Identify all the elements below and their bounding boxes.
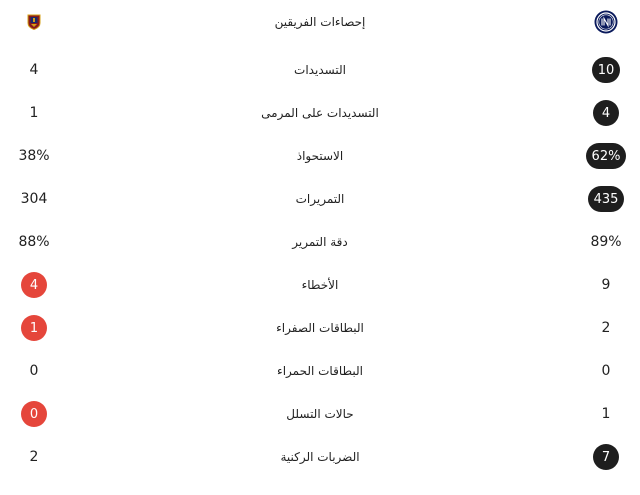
stat-label: دقة التمرير [292, 235, 348, 249]
stat-label: الاستحواذ [296, 149, 344, 163]
stats-title: إحصاءات الفريقين [274, 15, 366, 29]
home-value-cell [572, 181, 640, 217]
away-team-value: 2 [29, 449, 39, 465]
home-value-cell [572, 224, 640, 260]
stat-label-cell [68, 181, 572, 217]
home-team-value: 10 [592, 57, 621, 83]
stat-row [0, 224, 640, 260]
stat-label: حالات التسلل [286, 407, 354, 421]
stat-row [0, 396, 640, 432]
stat-label: التسديدات على المرمى [261, 106, 379, 120]
home-team-logo [572, 4, 640, 40]
away-team-value: 0 [29, 363, 39, 379]
home-value-cell [572, 310, 640, 346]
away-value-cell [0, 310, 68, 346]
away-team-value: 4 [29, 62, 39, 78]
home-value-cell [572, 267, 640, 303]
away-value-cell [0, 138, 68, 174]
stat-label-cell [68, 353, 572, 389]
away-team-value: 304 [20, 191, 48, 207]
away-team-logo [0, 4, 68, 40]
stat-row [0, 353, 640, 389]
stat-label-cell [68, 310, 572, 346]
stat-label-cell [68, 439, 572, 475]
away-team-value: 88% [18, 234, 50, 250]
stat-label: الأخطاء [301, 278, 339, 292]
stat-label-cell [68, 138, 572, 174]
stat-label: البطاقات الحمراء [277, 364, 363, 378]
home-team-value: 62% [586, 143, 627, 169]
home-value-cell [572, 353, 640, 389]
inter-logo-icon [594, 10, 618, 34]
stat-label: الضربات الركنية [280, 450, 360, 464]
stat-row [0, 267, 640, 303]
stats-title-cell [68, 4, 572, 40]
away-value-cell [0, 224, 68, 260]
stat-row [0, 95, 640, 131]
home-team-value: 1 [601, 406, 611, 422]
home-value-cell [572, 52, 640, 88]
home-value-cell [572, 138, 640, 174]
stat-row [0, 439, 640, 475]
home-value-cell [572, 439, 640, 475]
home-team-value: 2 [601, 320, 611, 336]
stats-header-row [0, 4, 640, 40]
stat-row [0, 138, 640, 174]
away-value-cell [0, 52, 68, 88]
home-value-cell [572, 396, 640, 432]
home-team-value: 9 [601, 277, 611, 293]
away-team-value: 38% [18, 148, 50, 164]
home-team-value: 89% [590, 234, 622, 250]
stat-label-cell [68, 396, 572, 432]
stat-label-cell [68, 95, 572, 131]
away-value-cell [0, 353, 68, 389]
stat-label-cell [68, 52, 572, 88]
home-team-value: 435 [588, 186, 625, 212]
away-value-cell [0, 181, 68, 217]
home-team-value: 0 [601, 363, 611, 379]
stat-label: التسديدات [294, 63, 346, 77]
away-value-cell [0, 95, 68, 131]
away-team-value: 4 [21, 272, 47, 298]
stat-row [0, 181, 640, 217]
stat-label-cell [68, 224, 572, 260]
stat-label: التمريرات [295, 192, 345, 206]
away-team-value: 0 [21, 401, 47, 427]
home-team-value: 7 [593, 444, 619, 470]
stat-row [0, 310, 640, 346]
stat-label: البطاقات الصفراء [276, 321, 364, 335]
away-team-value: 1 [29, 105, 39, 121]
away-team-value: 1 [21, 315, 47, 341]
away-value-cell [0, 396, 68, 432]
away-value-cell [0, 267, 68, 303]
home-team-value: 4 [593, 100, 619, 126]
stat-label-cell [68, 267, 572, 303]
genoa-crest-icon [27, 14, 41, 30]
home-value-cell [572, 95, 640, 131]
away-value-cell [0, 439, 68, 475]
stat-row [0, 52, 640, 88]
